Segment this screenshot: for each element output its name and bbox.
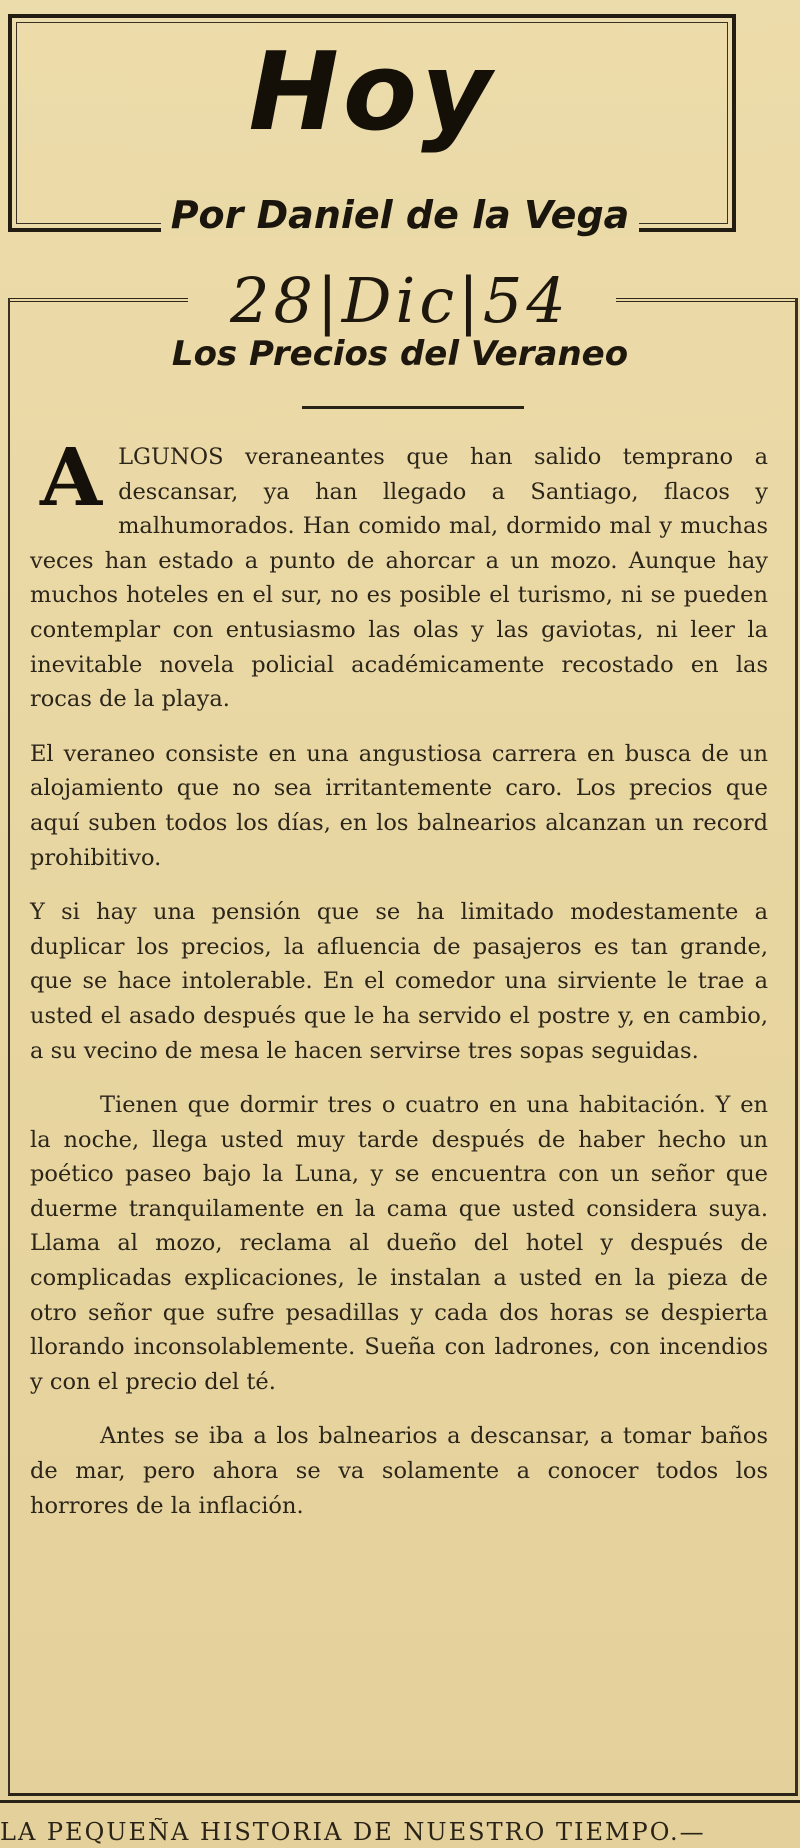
paragraph-3: Y si hay una pensión que se ha limitado modestamente a duplicar los precios, la afluencia de pasajeros es tan grande, que se hace intolerable. En el comedor una sirviente le trae a usted el asado después que le ha servido el postre y, en cambio, a su vecino de mesa le hacen servirse tres sopas seguidas. [30, 899, 768, 1064]
paragraph-1-text: LGUNOS veraneantes que han salido temprano a descansar, ya han llegado a Santiago, flacos y malhumorados. Han comido mal, dormido mal y muchas veces han estado a punto de ahorcar a un mozo. Aunque hay muchos hoteles en el sur, no es posible el turismo, ni se pueden contemplar con entusiasmo las olas y las gaviotas, ni leer la inevitable novela policial académicamente recostado en las rocas de la playa. [30, 444, 768, 713]
article-title: Los Precios del Veraneo [171, 334, 629, 374]
byline-row [8, 192, 792, 238]
handwritten-date: 28|Dic|54 [230, 264, 570, 337]
article-body [30, 430, 768, 1543]
masthead-title: Hoy [248, 30, 496, 155]
footer-text: LA PEQUEÑA HISTORIA DE NUESTRO TIEMPO.— [0, 1818, 706, 1846]
paragraph-1 [30, 430, 768, 717]
drop-cap: A [40, 430, 103, 524]
footer-rule [0, 1800, 800, 1803]
title-divider [302, 406, 524, 409]
paragraph-5: Antes se iba a los balnearios a descansar, a tomar baños de mar, pero ahora se va solamente a conocer todos los horrores de la inflación. [30, 1423, 768, 1519]
paragraph-2: El veraneo consiste en una angustiosa carrera en busca de un alojamiento que no sea irritantemente caro. Los precios que aquí suben todos los días, en los balnearios alcanzan un record prohibitivo. [30, 740, 768, 871]
byline: Por Daniel de la Vega [161, 193, 640, 237]
paragraph-4: Tienen que dormir tres o cuatro en una habitación. Y en la noche, llega usted muy tarde después de haber hecho un poético paseo bajo la Luna, y se encuentra con un señor que duerme tranquilamente en la cama que usted considera suya. Llama al mozo, reclama al dueño del hotel y después de complicadas explicaciones, le instalan a usted en la pieza de otro señor que sufre pesadillas y cada dos horas se despierta llorando inconsolablemente. Sueña con ladrones, con incendios y con el precio del té. [30, 1092, 768, 1395]
